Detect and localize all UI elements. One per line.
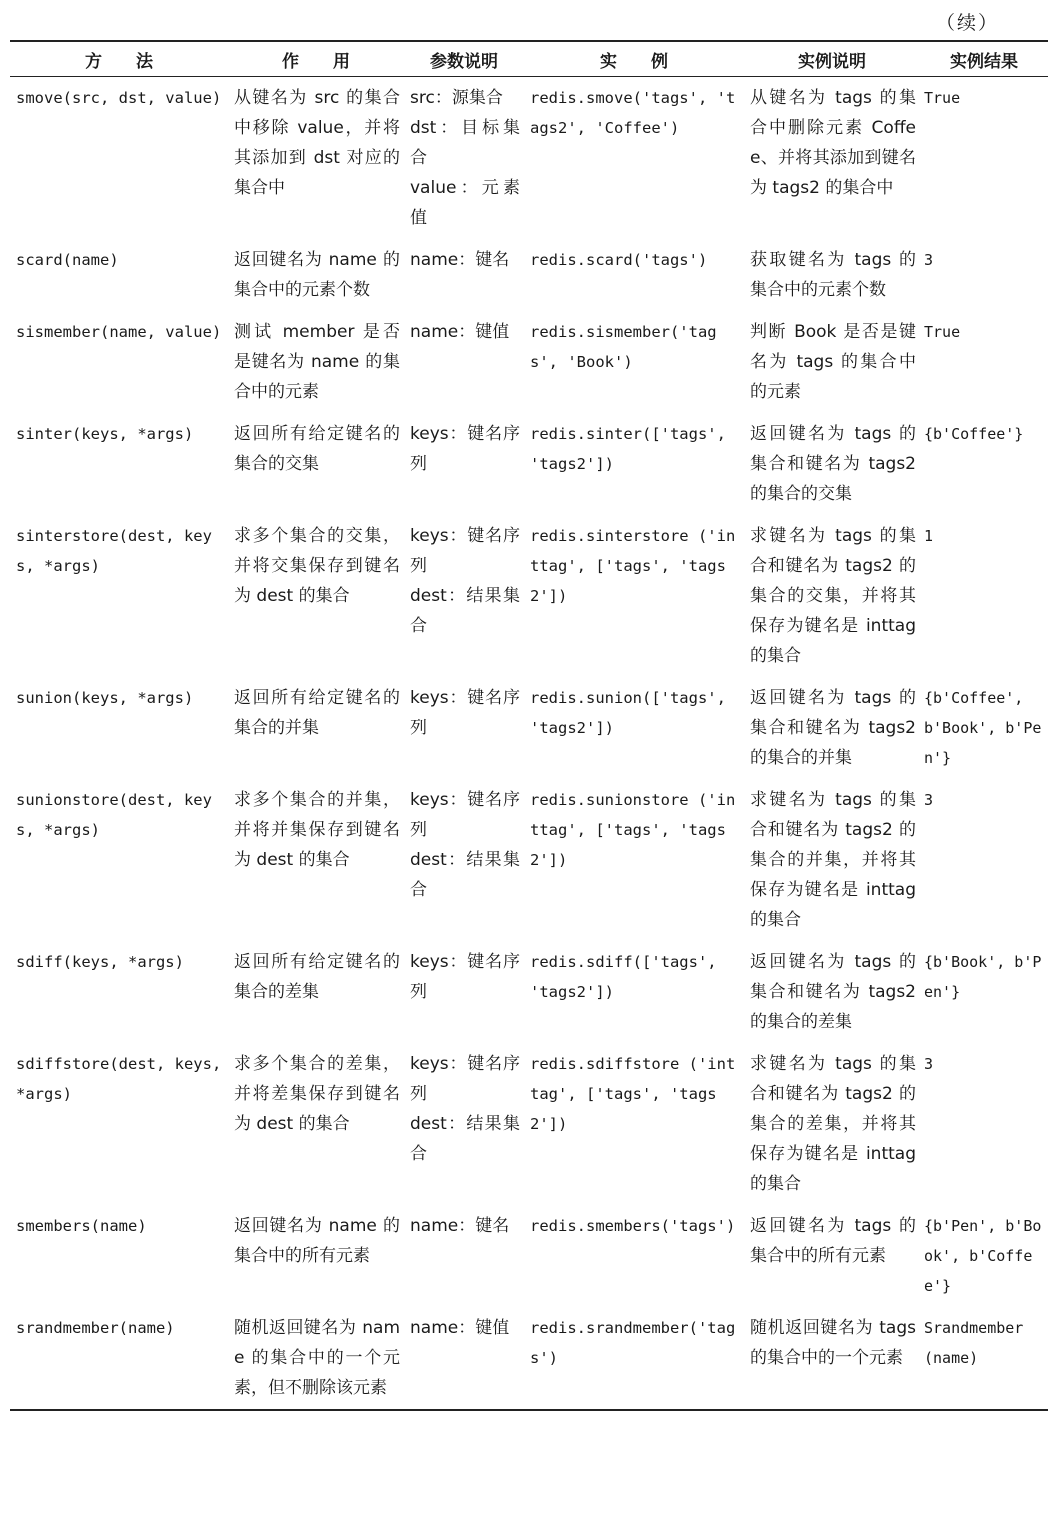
table-row <box>10 413 1048 515</box>
purpose-cell: 返回所有给定键名的集合的交集 <box>234 424 400 474</box>
example-cell: redis.sdiff(['tags', 'tags2']) <box>530 953 717 1001</box>
method-cell: scard(name) <box>16 251 119 269</box>
result-cell: {b'Book', b'Pen'} <box>924 953 1042 1001</box>
purpose-cell: 返回键名为 name 的集合中的所有元素 <box>234 1216 400 1266</box>
method-cell: srandmember(name) <box>16 1319 175 1337</box>
method-cell: sdiff(keys, *args) <box>16 953 184 971</box>
purpose-cell: 返回所有给定键名的集合的并集 <box>234 688 400 738</box>
example-cell: redis.srandmember('tags') <box>530 1319 736 1367</box>
example-desc-cell: 返回键名为 tags 的集合中的所有元素 <box>750 1216 916 1266</box>
purpose-cell: 返回所有给定键名的集合的差集 <box>234 952 400 1002</box>
params-cell: keys：键名序列 <box>410 688 520 738</box>
purpose-cell: 测试 member 是否是键名为 name 的集合中的元素 <box>234 322 400 402</box>
example-desc-cell: 返回键名为 tags 的集合和键名为 tags2 的集合的并集 <box>750 688 916 768</box>
method-cell: sunionstore(dest, keys, *args) <box>16 791 212 839</box>
method-cell: sdiffstore(dest, keys, *args) <box>16 1055 222 1103</box>
example-desc-cell: 从键名为 tags 的集合中删除元素 Coffee、并将其添加到键名为 tags2 的集合中 <box>750 88 916 198</box>
table-header-row <box>10 41 1048 77</box>
header-example: 实 例 <box>600 51 668 72</box>
result-cell: True <box>924 89 961 107</box>
example-cell: redis.sismember('tags', 'Book') <box>530 323 717 371</box>
table-row <box>10 1307 1048 1410</box>
method-cell: sunion(keys, *args) <box>16 689 194 707</box>
result-cell: {b'Coffee'} <box>924 425 1024 443</box>
params-cell: name：键名 <box>410 1216 510 1236</box>
header-result: 实例结果 <box>950 51 1018 72</box>
purpose-cell: 随机返回键名为 name 的集合中的一个元素，但不删除该元素 <box>234 1318 400 1398</box>
result-cell: {b'Coffee', b'Book', b'Pen'} <box>924 689 1042 767</box>
example-cell: redis.sdiffstore ('inttag', ['tags', 'tags2']) <box>530 1055 736 1133</box>
result-cell: {b'Pen', b'Book', b'Coffee'} <box>924 1217 1042 1295</box>
params-cell: name：键值 <box>410 322 510 342</box>
params-cell: keys：键名序列 dest：结果集合 <box>410 790 520 900</box>
result-cell: 3 <box>924 791 934 809</box>
table-row <box>10 515 1048 677</box>
table-row <box>10 239 1048 311</box>
purpose-cell: 从键名为 src 的集合中移除 value，并将其添加到 dst 对应的集合中 <box>234 88 400 198</box>
result-cell: Srandmember (name) <box>924 1319 1024 1367</box>
purpose-cell: 求多个集合的交集，并将交集保存到键名为 dest 的集合 <box>234 526 400 606</box>
purpose-cell: 求多个集合的差集，并将差集保存到键名为 dest 的集合 <box>234 1054 400 1134</box>
header-purpose: 作 用 <box>282 51 350 72</box>
example-cell: redis.smove('tags', 'tags2', 'Coffee') <box>530 89 736 137</box>
header-example-desc: 实例说明 <box>798 51 866 72</box>
redis-set-methods-table <box>10 40 1048 1411</box>
table-row <box>10 677 1048 779</box>
table-row <box>10 1205 1048 1307</box>
example-cell: redis.sinterstore ('inttag', ['tags', 'tags2']) <box>530 527 736 605</box>
example-desc-cell: 获取键名为 tags 的集合中的元素个数 <box>750 250 916 300</box>
example-desc-cell: 返回键名为 tags 的集合和键名为 tags2 的集合的差集 <box>750 952 916 1032</box>
method-cell: sinter(keys, *args) <box>16 425 194 443</box>
params-cell: keys：键名序列 dest：结果集合 <box>410 1054 520 1164</box>
params-cell: keys：键名序列 <box>410 952 520 1002</box>
method-cell: sinterstore(dest, keys, *args) <box>16 527 212 575</box>
method-cell: smembers(name) <box>16 1217 147 1235</box>
table-row <box>10 941 1048 1043</box>
example-cell: redis.scard('tags') <box>530 251 708 269</box>
result-cell: 3 <box>924 1055 934 1073</box>
example-desc-cell: 求键名为 tags 的集合和键名为 tags2 的集合的交集，并将其保存为键名是 inttag 的集合 <box>750 526 916 666</box>
table-row <box>10 311 1048 413</box>
example-desc-cell: 返回键名为 tags 的集合和键名为 tags2 的集合的交集 <box>750 424 916 504</box>
example-cell: redis.smembers('tags') <box>530 1217 736 1235</box>
example-desc-cell: 随机返回键名为 tags 的集合中的一个元素 <box>750 1318 916 1368</box>
example-desc-cell: 求键名为 tags 的集合和键名为 tags2 的集合的差集，并将其保存为键名是 inttag 的集合 <box>750 1054 916 1194</box>
params-cell: name：键值 <box>410 1318 510 1338</box>
example-desc-cell: 判断 Book 是否是键名为 tags 的集合中的元素 <box>750 322 916 402</box>
example-cell: redis.sinter(['tags', 'tags2']) <box>530 425 726 473</box>
header-params: 参数说明 <box>430 51 498 72</box>
params-cell: keys：键名序列 dest：结果集合 <box>410 526 520 636</box>
params-cell: name：键名 <box>410 250 510 270</box>
table-row <box>10 77 1048 240</box>
method-cell: smove(src, dst, value) <box>16 89 222 107</box>
example-cell: redis.sunion(['tags', 'tags2']) <box>530 689 726 737</box>
params-cell: keys：键名序列 <box>410 424 520 474</box>
example-cell: redis.sunionstore ('inttag', ['tags', 'tags2']) <box>530 791 736 869</box>
params-cell: src：源集合 dst：目标集合 value：元素值 <box>410 88 520 228</box>
result-cell: 3 <box>924 251 934 269</box>
header-method: 方 法 <box>85 51 153 72</box>
result-cell: 1 <box>924 527 934 545</box>
purpose-cell: 返回键名为 name 的集合中的元素个数 <box>234 250 400 300</box>
continued-label: （续） <box>935 12 999 34</box>
table-row <box>10 1043 1048 1205</box>
method-cell: sismember(name, value) <box>16 323 222 341</box>
example-desc-cell: 求键名为 tags 的集合和键名为 tags2 的集合的并集，并将其保存为键名是 inttag 的集合 <box>750 790 916 930</box>
result-cell: True <box>924 323 961 341</box>
table-row <box>10 779 1048 941</box>
purpose-cell: 求多个集合的并集，并将并集保存到键名为 dest 的集合 <box>234 790 400 870</box>
